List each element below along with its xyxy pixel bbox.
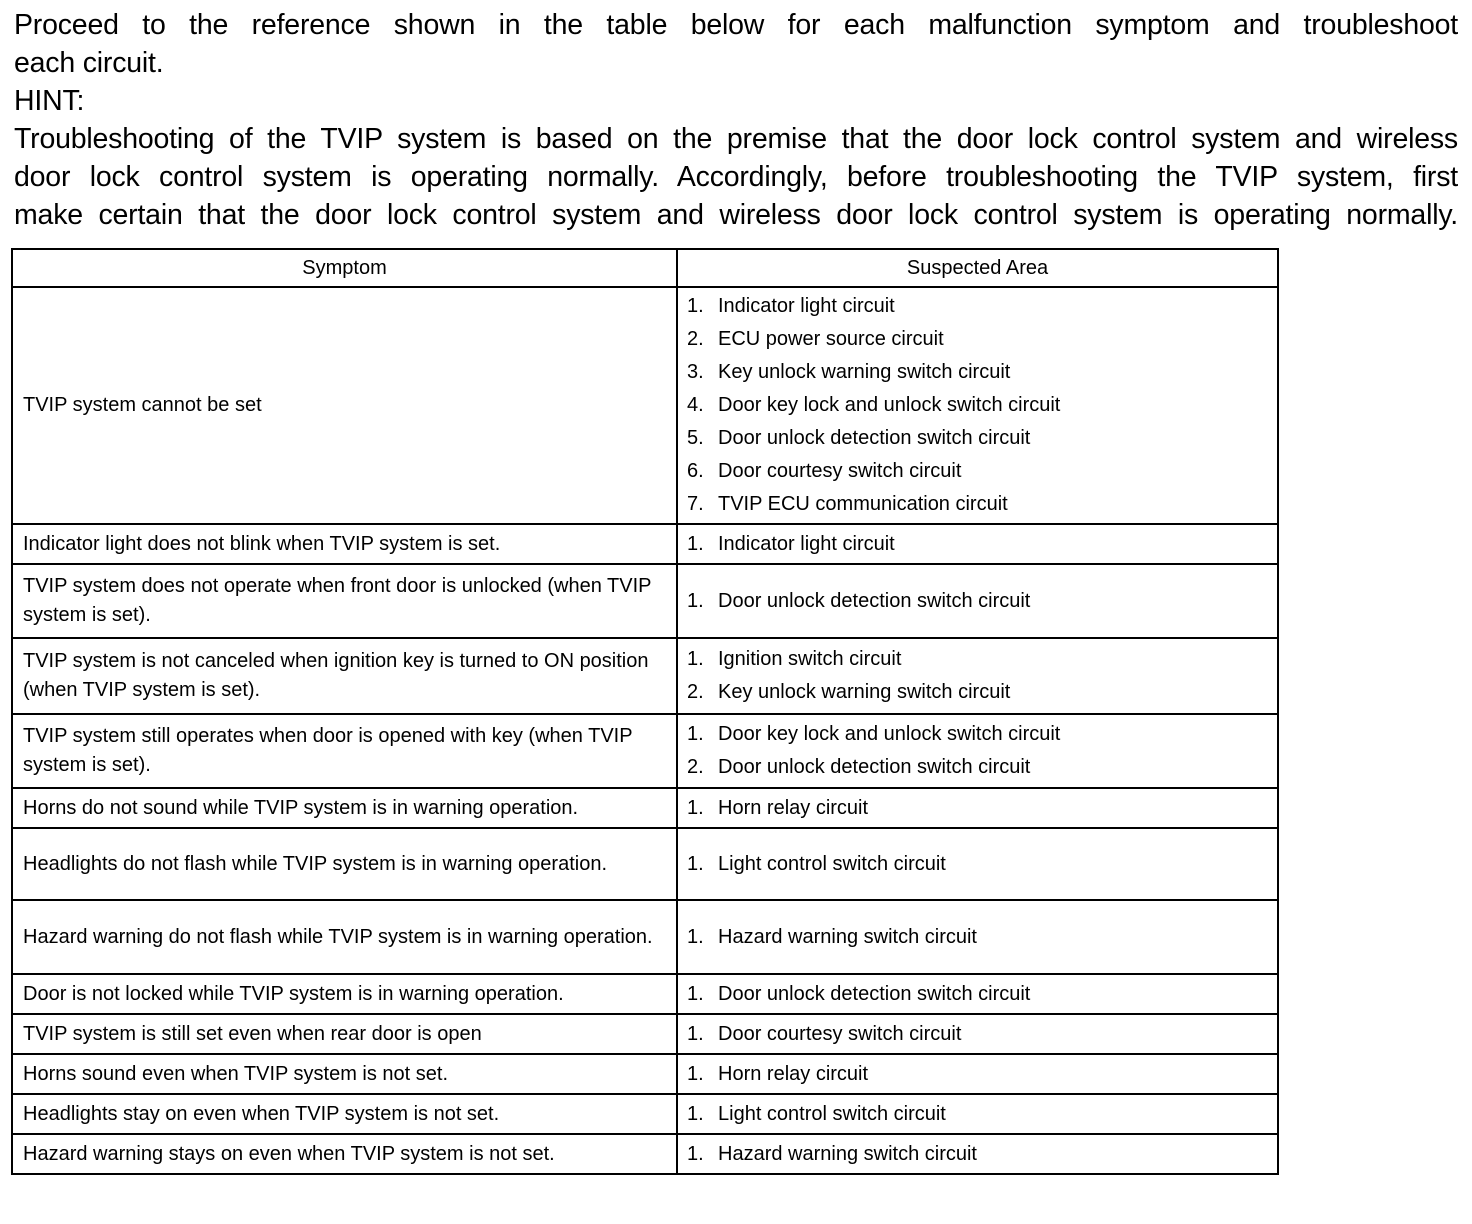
item-number: 1. xyxy=(687,1102,704,1125)
suspected-area-cell xyxy=(677,638,1278,714)
suspected-area-item xyxy=(687,290,1269,323)
suspected-area-item xyxy=(687,528,1269,561)
symptom-header: Symptom xyxy=(12,249,677,287)
suspected-area-cell xyxy=(677,564,1278,638)
suspected-area-list xyxy=(687,921,1269,954)
suspected-area-cell xyxy=(677,828,1278,900)
item-number: 7. xyxy=(687,493,704,515)
item-number: 1. xyxy=(687,648,704,670)
item-text: Ignition switch circuit xyxy=(718,648,902,670)
suspected-area-list xyxy=(687,528,1269,561)
suspected-area-item xyxy=(687,921,1269,954)
suspected-area-list xyxy=(687,978,1269,1011)
intro-line-2: each circuit. xyxy=(14,47,164,79)
hint-line-3: make certain that the door lock control system and wireless door lock control system is operating normally. xyxy=(14,199,1458,231)
suspected-area-item xyxy=(687,1058,1269,1091)
item-text: Light control switch circuit xyxy=(718,852,946,875)
suspected-area-list xyxy=(687,290,1269,521)
hint-line-1: Troubleshooting of the TVIP system is based on the premise that the door lock control system and wireless xyxy=(14,123,1458,155)
suspected-area-cell xyxy=(677,524,1278,564)
hint-label: HINT: xyxy=(14,85,85,117)
item-text: Horn relay circuit xyxy=(718,796,869,819)
symptom-cell: TVIP system is still set even when rear door is open xyxy=(12,1014,677,1054)
suspected-area-list xyxy=(687,848,1269,881)
suspected-area-list xyxy=(687,643,1269,709)
item-text: Door courtesy switch circuit xyxy=(718,1022,962,1045)
item-number: 5. xyxy=(687,427,704,449)
item-number: 1. xyxy=(687,925,704,948)
symptom-cell: Door is not locked while TVIP system is in warning operation. xyxy=(12,974,677,1014)
suspected-area-item xyxy=(687,1018,1269,1051)
symptom-cell: TVIP system is not canceled when ignition key is turned to ON position (when TVIP system is set). xyxy=(12,638,677,714)
suspected-area-list xyxy=(687,1058,1269,1091)
suspected-area-list xyxy=(687,1098,1269,1131)
symptom-cell: Headlights do not flash while TVIP system is in warning operation. xyxy=(12,828,677,900)
suspected-area-header: Suspected Area xyxy=(677,249,1278,287)
table-row xyxy=(12,638,1278,714)
suspected-area-cell xyxy=(677,1054,1278,1094)
item-text: Door courtesy switch circuit xyxy=(718,460,962,482)
table-row xyxy=(12,1054,1278,1094)
table-row xyxy=(12,788,1278,828)
suspected-area-item xyxy=(687,643,1269,676)
item-text: ECU power source circuit xyxy=(718,328,944,350)
symptom-cell: Hazard warning do not flash while TVIP system is in warning operation. xyxy=(12,900,677,974)
suspected-area-list xyxy=(687,792,1269,825)
item-text: Hazard warning switch circuit xyxy=(718,925,977,948)
symptom-cell: TVIP system cannot be set xyxy=(12,287,677,524)
suspected-area-item xyxy=(687,585,1269,618)
suspected-area-cell xyxy=(677,900,1278,974)
item-text: Horn relay circuit xyxy=(718,1062,869,1085)
item-number: 1. xyxy=(687,723,704,745)
table-row xyxy=(12,1134,1278,1174)
symptom-cell: Horns do not sound while TVIP system is in warning operation. xyxy=(12,788,677,828)
item-text: Hazard warning switch circuit xyxy=(718,1142,977,1165)
item-text: Door key lock and unlock switch circuit xyxy=(718,394,1061,416)
item-text: Light control switch circuit xyxy=(718,1102,946,1125)
suspected-area-item xyxy=(687,455,1269,488)
suspected-area-item xyxy=(687,676,1269,709)
suspected-area-list xyxy=(687,718,1269,784)
item-text: Door unlock detection switch circuit xyxy=(718,427,1031,449)
symptom-table xyxy=(11,248,1279,1175)
item-number: 4. xyxy=(687,394,704,416)
suspected-area-item xyxy=(687,848,1269,881)
suspected-area-list xyxy=(687,1138,1269,1171)
item-number: 1. xyxy=(687,1022,704,1045)
symptom-cell: Headlights stay on even when TVIP system is not set. xyxy=(12,1094,677,1134)
symptom-cell: Horns sound even when TVIP system is not set. xyxy=(12,1054,677,1094)
suspected-area-list xyxy=(687,585,1269,618)
item-number: 1. xyxy=(687,796,704,819)
table-row xyxy=(12,714,1278,788)
intro-text xyxy=(14,6,1458,234)
item-text: Indicator light circuit xyxy=(718,295,895,317)
table-row xyxy=(12,564,1278,638)
table-body xyxy=(12,287,1278,1174)
suspected-area-cell xyxy=(677,1014,1278,1054)
suspected-area-cell xyxy=(677,1134,1278,1174)
table-row xyxy=(12,524,1278,564)
item-number: 1. xyxy=(687,982,704,1005)
suspected-area-cell xyxy=(677,287,1278,524)
item-text: TVIP ECU communication circuit xyxy=(718,493,1008,515)
suspected-area-item xyxy=(687,422,1269,455)
suspected-area-item xyxy=(687,751,1269,784)
item-text: Door unlock detection switch circuit xyxy=(718,756,1031,778)
symptom-cell: TVIP system still operates when door is opened with key (when TVIP system is set). xyxy=(12,714,677,788)
item-text: Indicator light circuit xyxy=(718,532,895,555)
item-number: 2. xyxy=(687,756,704,778)
item-number: 2. xyxy=(687,681,704,703)
suspected-area-item xyxy=(687,323,1269,356)
table-row xyxy=(12,900,1278,974)
table-row xyxy=(12,828,1278,900)
item-number: 2. xyxy=(687,328,704,350)
suspected-area-item xyxy=(687,1098,1269,1131)
item-number: 6. xyxy=(687,460,704,482)
suspected-area-item xyxy=(687,978,1269,1011)
item-number: 1. xyxy=(687,1142,704,1165)
suspected-area-cell xyxy=(677,974,1278,1014)
item-number: 1. xyxy=(687,1062,704,1085)
suspected-area-item xyxy=(687,389,1269,422)
table-row xyxy=(12,1014,1278,1054)
symptom-cell: Indicator light does not blink when TVIP system is set. xyxy=(12,524,677,564)
suspected-area-cell xyxy=(677,714,1278,788)
item-text: Door unlock detection switch circuit xyxy=(718,589,1031,612)
table-row xyxy=(12,974,1278,1014)
intro-line-1: Proceed to the reference shown in the table below for each malfunction symptom and troubleshoot xyxy=(14,9,1458,41)
suspected-area-cell xyxy=(677,788,1278,828)
item-text: Key unlock warning switch circuit xyxy=(718,361,1011,383)
symptom-cell: Hazard warning stays on even when TVIP system is not set. xyxy=(12,1134,677,1174)
item-number: 1. xyxy=(687,852,704,875)
suspected-area-item xyxy=(687,488,1269,521)
hint-line-2: door lock control system is operating normally. Accordingly, before troubleshooting the TVIP system, first xyxy=(14,161,1458,193)
item-number: 1. xyxy=(687,295,704,317)
table-row xyxy=(12,1094,1278,1134)
table-row xyxy=(12,287,1278,524)
item-text: Key unlock warning switch circuit xyxy=(718,681,1011,703)
item-number: 3. xyxy=(687,361,704,383)
item-text: Door unlock detection switch circuit xyxy=(718,982,1031,1005)
item-number: 1. xyxy=(687,532,704,555)
symptom-cell: TVIP system does not operate when front door is unlocked (when TVIP system is set). xyxy=(12,564,677,638)
table-header-row xyxy=(12,249,1278,287)
suspected-area-list xyxy=(687,1018,1269,1051)
suspected-area-item xyxy=(687,718,1269,751)
suspected-area-cell xyxy=(677,1094,1278,1134)
item-number: 1. xyxy=(687,589,704,612)
item-text: Door key lock and unlock switch circuit xyxy=(718,723,1061,745)
suspected-area-item xyxy=(687,1138,1269,1171)
suspected-area-item xyxy=(687,792,1269,825)
suspected-area-item xyxy=(687,356,1269,389)
